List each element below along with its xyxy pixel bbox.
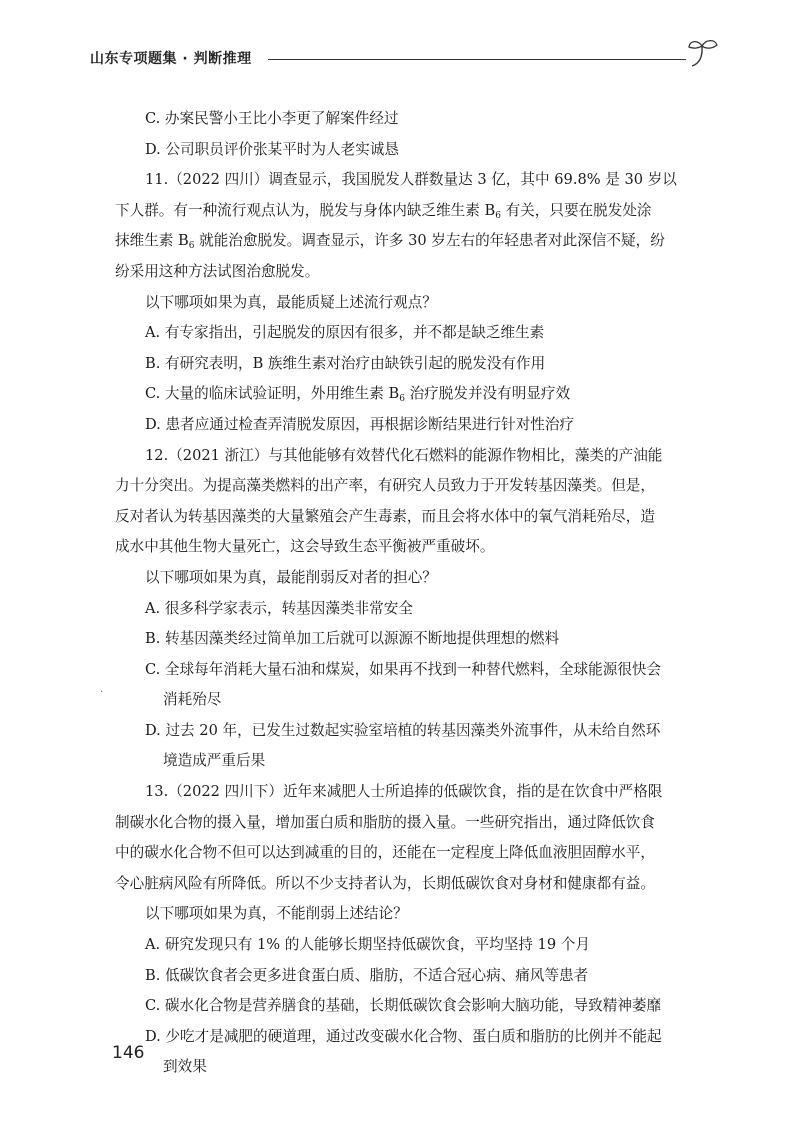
text-segment: D. 过去 20 年，已发生过数起实验室培植的转基因藻类外流事件，从未给自然环 bbox=[145, 721, 661, 739]
text-line bbox=[115, 624, 715, 655]
text-line bbox=[115, 532, 715, 563]
text-line bbox=[115, 991, 715, 1022]
text-segment: 就能治愈脱发。调查显示，许多 30 岁左右的年轻患者对此深信不疑，纷 bbox=[194, 232, 665, 250]
subscript: 6 bbox=[399, 394, 405, 405]
text-segment: 反对者认为转基因藻类的大量繁殖会产生毒素，而且会将水体中的氧气消耗殆尽，造 bbox=[115, 507, 655, 525]
text-segment: C. 大量的临床试验证明，外用维生素 B bbox=[145, 385, 400, 403]
text-line bbox=[115, 379, 715, 410]
text-segment: D. 患者应通过检查弄清脱发原因，再根据诊断结果进行针对性治疗 bbox=[145, 415, 575, 433]
text-segment: 成水中其他生物大量死亡，这会导致生态平衡被严重破坏。 bbox=[115, 538, 495, 556]
text-segment: 力十分突出。为提高藻类燃料的出产率，有研究人员致力于开发转基因藻类。但是， bbox=[115, 477, 655, 495]
text-segment: C. 全球每年消耗大量石油和煤炭，如果再不找到一种替代燃料，全球能源很快会 bbox=[145, 660, 662, 678]
question-content bbox=[115, 104, 715, 1083]
text-line bbox=[115, 410, 715, 441]
text-line bbox=[115, 869, 715, 900]
text-segment: 以下哪项如果为真，不能削弱上述结论？ bbox=[145, 905, 408, 923]
text-segment: A. 很多科学家表示，转基因藻类非常安全 bbox=[145, 599, 413, 617]
sprout-icon bbox=[686, 38, 720, 68]
text-segment: 中的碳水化合物不但可以达到减重的目的，还能在一定程度上降低血液胆固醇水平， bbox=[115, 844, 655, 862]
text-line bbox=[115, 685, 715, 716]
text-line bbox=[115, 502, 715, 533]
text-line bbox=[115, 441, 715, 472]
text-line bbox=[115, 746, 715, 777]
text-segment: 以下哪项如果为真，最能质疑上述流行观点？ bbox=[145, 293, 437, 311]
text-line bbox=[115, 318, 715, 349]
text-segment: 制碳水化合物的摄入量，增加蛋白质和脂肪的摄入量。一些研究指出，通过降低饮食 bbox=[115, 813, 655, 831]
header-rule bbox=[268, 59, 686, 60]
margin-mark: . bbox=[100, 684, 104, 695]
text-line bbox=[115, 930, 715, 961]
text-segment: D. 少吃才是减肥的硬道理，通过改变碳水化合物、蛋白质和脂肪的比例并不能起 bbox=[145, 1027, 662, 1045]
text-segment: 到效果 bbox=[163, 1058, 207, 1076]
text-segment: B. 有研究表明，B 族维生素对治疗由缺铁引起的脱发没有作用 bbox=[145, 354, 546, 372]
text-segment: 12.（2021 浙江）与其他能够有效替代化石燃料的能源作物相比，藻类的产油能 bbox=[145, 446, 663, 464]
text-line bbox=[115, 1022, 715, 1053]
running-header bbox=[90, 38, 720, 70]
text-line bbox=[115, 1052, 715, 1083]
text-line bbox=[115, 288, 715, 319]
text-line bbox=[115, 594, 715, 625]
text-line bbox=[115, 349, 715, 380]
text-line bbox=[115, 563, 715, 594]
page-number: 146 bbox=[112, 1043, 145, 1063]
text-segment: 抹维生素 B bbox=[115, 232, 189, 250]
text-line bbox=[115, 808, 715, 839]
text-segment: D. 公司职员评价张某平时为人老实诚恳 bbox=[145, 140, 399, 158]
text-line bbox=[115, 257, 715, 288]
subscript: 6 bbox=[495, 210, 501, 221]
text-segment: 下人群。有一种流行观点认为，脱发与身体内缺乏维生素 B bbox=[115, 201, 496, 219]
text-segment: 令心脏病风险有所降低。所以不少支持者认为，长期低碳饮食对身材和健康都有益。 bbox=[115, 874, 655, 892]
text-line bbox=[115, 104, 715, 135]
subscript: 6 bbox=[188, 241, 195, 252]
text-segment: 以下哪项如果为真，最能削弱反对者的担心？ bbox=[145, 568, 437, 586]
text-line bbox=[115, 196, 715, 227]
text-segment: 11.（2022 四川）调查显示，我国脱发人群数量达 3 亿，其中 69.8% 是 30 岁以 bbox=[145, 171, 677, 189]
text-segment: 境造成严重后果 bbox=[163, 752, 266, 770]
text-line bbox=[115, 471, 715, 502]
text-segment: 纷采用这种方法试图治愈脱发。 bbox=[115, 262, 320, 280]
text-line bbox=[115, 226, 715, 257]
text-line bbox=[115, 961, 715, 992]
text-line bbox=[115, 655, 715, 686]
text-segment: A. 研究发现只有 1% 的人能够长期坚持低碳饮食，平均坚持 19 个月 bbox=[145, 936, 590, 954]
text-segment: C. 办案民警小王比小李更了解案件经过 bbox=[145, 110, 399, 127]
text-line bbox=[115, 135, 715, 166]
text-segment: A. 有专家指出，引起脱发的原因有很多，并不都是缺乏维生素 bbox=[145, 324, 545, 342]
text-line bbox=[115, 899, 715, 930]
text-segment: 13.（2022 四川下）近年来减肥人士所追捧的低碳饮食，指的是在饮食中严格限 bbox=[145, 783, 663, 801]
text-line bbox=[115, 838, 715, 869]
text-segment: 消耗殆尽 bbox=[163, 691, 222, 709]
text-segment: 有关，只要在脱发处涂 bbox=[500, 201, 652, 219]
text-segment: B. 转基因藻类经过简单加工后就可以源源不断地提供理想的燃料 bbox=[145, 630, 560, 648]
text-line bbox=[115, 716, 715, 747]
header-title: 山东专项题集 · 判断推理 bbox=[90, 51, 252, 67]
text-segment: B. 低碳饮食者会更多进食蛋白质、脂肪，不适合冠心病、痛风等患者 bbox=[145, 966, 589, 984]
text-segment: C. 碳水化合物是营养膳食的基础，长期低碳饮食会影响大脑功能，导致精神萎靡 bbox=[145, 997, 662, 1015]
text-line bbox=[115, 165, 715, 196]
text-line bbox=[115, 777, 715, 808]
text-segment: 治疗脱发并没有明显疗效 bbox=[404, 385, 571, 403]
